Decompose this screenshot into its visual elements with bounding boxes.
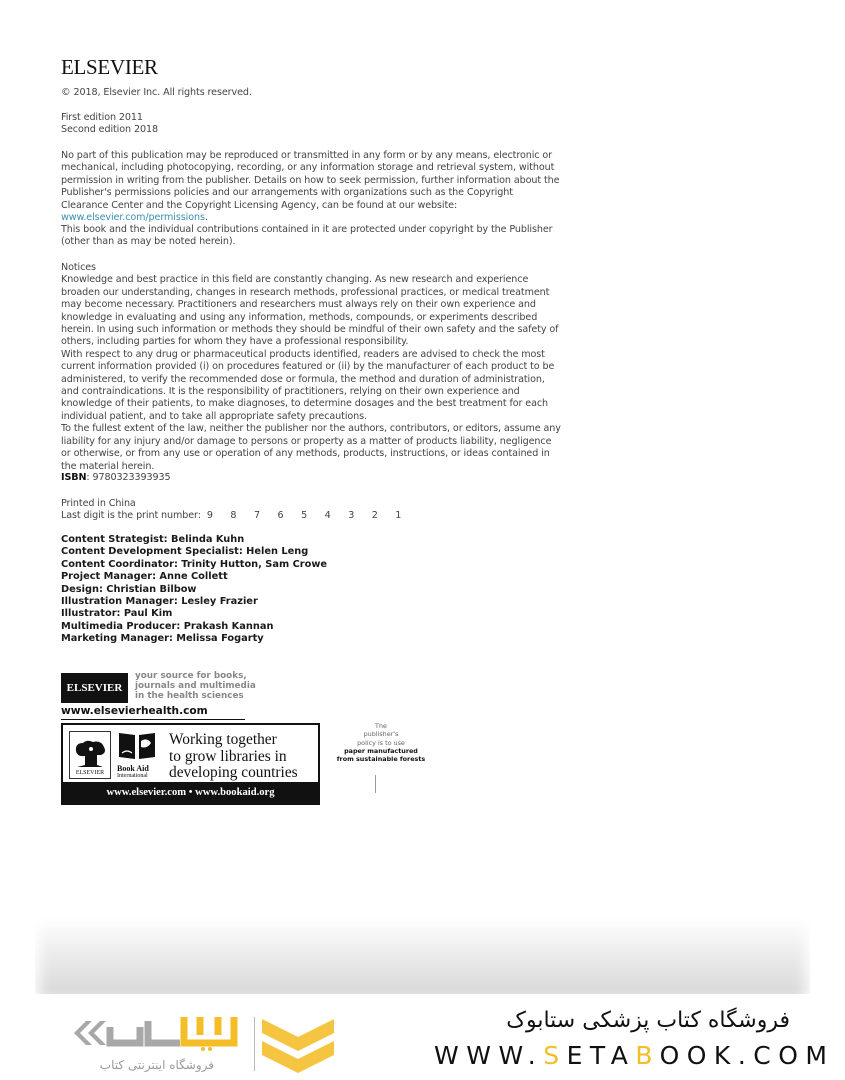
print-digits: 9 8 7 6 5 4 3 2 1 — [206, 510, 409, 522]
policy-line: The — [375, 722, 387, 730]
notice-paragraph: To the fullest extent of the law, neither the publisher nor the authors, contributors, or editors, assume any liability for any injury and/or damage to persons or property as a matter of products liability, negligence or otherwise, or from any use or operation of any methods, products, instructions, or ideas contained in the material herein. — [61, 423, 561, 472]
elsevier-tree-logo — [69, 731, 111, 779]
slogan-line: Working together — [169, 731, 277, 748]
protected-statement: This book and the individual contributions contained in it are protected under copyright by the Publisher (other than as may be noted herein). — [61, 224, 553, 248]
isbn-label: ISBN — [61, 472, 87, 483]
setabook-wordmark-icon — [70, 1013, 240, 1053]
credit-item: Content Coordinator: Trinity Hutton, Sam Crowe — [61, 558, 328, 570]
credit-item: Project Manager: Anne Collett — [61, 571, 228, 583]
setabook-logo[interactable] — [70, 1013, 340, 1075]
rights-suffix: . — [204, 212, 208, 224]
isbn — [61, 472, 561, 484]
print-number-label: Last digit is the print number: — [61, 510, 201, 522]
setabook-chevron-icon — [262, 1019, 334, 1075]
publisher-logo: ELSEVIER — [61, 55, 158, 79]
setabook-logo-subtitle: فروشگاه اینترنتی کتاب — [99, 1058, 214, 1072]
policy-line: policy is to use — [357, 738, 405, 747]
printing-info — [61, 498, 561, 523]
elsevier-health-banner — [61, 673, 261, 718]
notices-heading: Notices — [61, 262, 96, 273]
tagline-line: journals and multimedia — [135, 681, 256, 692]
edition-second: Second edition 2018 — [61, 124, 158, 136]
book-aid-sub: International — [117, 773, 148, 779]
tagline-line: in the health sciences — [135, 691, 244, 702]
elsevier-small-label: ELSEVIER — [75, 770, 105, 776]
open-book-icon — [117, 731, 157, 761]
credit-item: Content Strategist: Belinda Kuhn — [61, 534, 245, 545]
url-part: WWW. — [434, 1041, 544, 1070]
book-aid-urls[interactable]: www.elsevier.com • www.bookaid.org — [63, 782, 318, 803]
elsevier-health-tagline — [135, 671, 265, 702]
divider — [61, 719, 245, 720]
url-part-accent: B — [635, 1041, 660, 1070]
tree-icon — [73, 739, 107, 769]
slogan-line: developing countries — [169, 764, 298, 781]
setabook-url[interactable] — [434, 1041, 835, 1070]
credit-item: Illustration Manager: Lesley Frazier — [61, 596, 258, 608]
url-part-accent: S — [543, 1041, 567, 1070]
credit-item: Marketing Manager: Melissa Fogarty — [61, 633, 264, 645]
divider — [254, 1017, 255, 1071]
credit-item: Design: Christian Bilbow — [61, 583, 197, 595]
policy-line: publisher's — [363, 730, 399, 739]
book-aid-slogan — [169, 732, 319, 782]
policy-line-bold: from sustainable forests — [336, 755, 426, 764]
elsevier-logo-box: ELSEVIER — [61, 673, 128, 703]
credit-item: Content Development Specialist: Helen Leng — [61, 546, 309, 558]
notice-paragraph: Knowledge and best practice in this field are constantly changing. As new research and experience broaden our understanding, changes in research methods, professional practices, or medical treatment may become necessary. Practitioners and researchers must always rely on their own experience and knowledge in evaluating and using any information, methods, compounds, or experiments described herein. In using such information or methods they should be mindful of their own safety and the safety of others, including parties for whom they have a professional responsibility. — [61, 274, 559, 348]
paper-policy-note — [336, 722, 426, 763]
policy-pointer-line — [375, 775, 376, 793]
credits-list — [61, 534, 461, 646]
slogan-line: to grow libraries in — [169, 747, 287, 765]
rights-text: No part of this publication may be reproduced or transmitted in any form or by any means, electronic or mechanical, including photocopying, recording, or any information storage and retrieval system, without permission in writing from the publisher. Details on how to seek permission, further information about the Publisher's permissions policies and our arrangements with organizations such as the Copyright Clearance Center and the Copyright Licensing Agency, can be found at our website: — [61, 150, 560, 211]
book-aid-banner — [61, 723, 320, 805]
page-bottom-shadow — [35, 918, 810, 994]
partner-logos — [69, 731, 157, 779]
book-aid-logo — [117, 731, 157, 779]
notices-section — [61, 262, 561, 473]
credit-item: Illustrator: Paul Kim — [61, 608, 173, 620]
book-aid-label: Book Aid — [117, 764, 149, 773]
print-number-line — [61, 510, 561, 522]
copyright-line: © 2018, Elsevier Inc. All rights reserved. — [61, 87, 252, 98]
editions — [61, 112, 561, 137]
isbn-value: : 9780323393935 — [86, 472, 171, 483]
notice-paragraph: With respect to any drug or pharmaceutical products identified, readers are advised to check the most current information provided (i) on procedures featured or (ii) by the manufacturer of each product to be administered, to verify the recommended dose or formula, the method and duration of administration, and contraindications. It is the responsibility of practitioners, relying on their own experience and knowledge of their patients, to make diagnoses, to determine dosages and the best treatment for each individual patient, and to take all appropriate safety precautions. — [61, 348, 555, 422]
policy-line-bold: paper manufactured — [344, 746, 418, 755]
url-part: ETA — [566, 1041, 636, 1070]
permissions-link[interactable]: www.elsevier.com/permissions — [61, 212, 205, 224]
edition-first: First edition 2011 — [61, 112, 143, 123]
url-part: OOK.COM — [659, 1041, 835, 1070]
rights-statement — [61, 150, 561, 224]
tagline-line: your source for books, — [135, 671, 247, 681]
printed-country: Printed in China — [61, 498, 136, 509]
setabook-store-name: فروشگاه کتاب پزشکی ستابوک — [506, 1008, 790, 1033]
credit-item: Multimedia Producer: Prakash Kannan — [61, 620, 274, 632]
elsevier-health-url[interactable]: www.elsevierhealth.com — [61, 705, 208, 717]
